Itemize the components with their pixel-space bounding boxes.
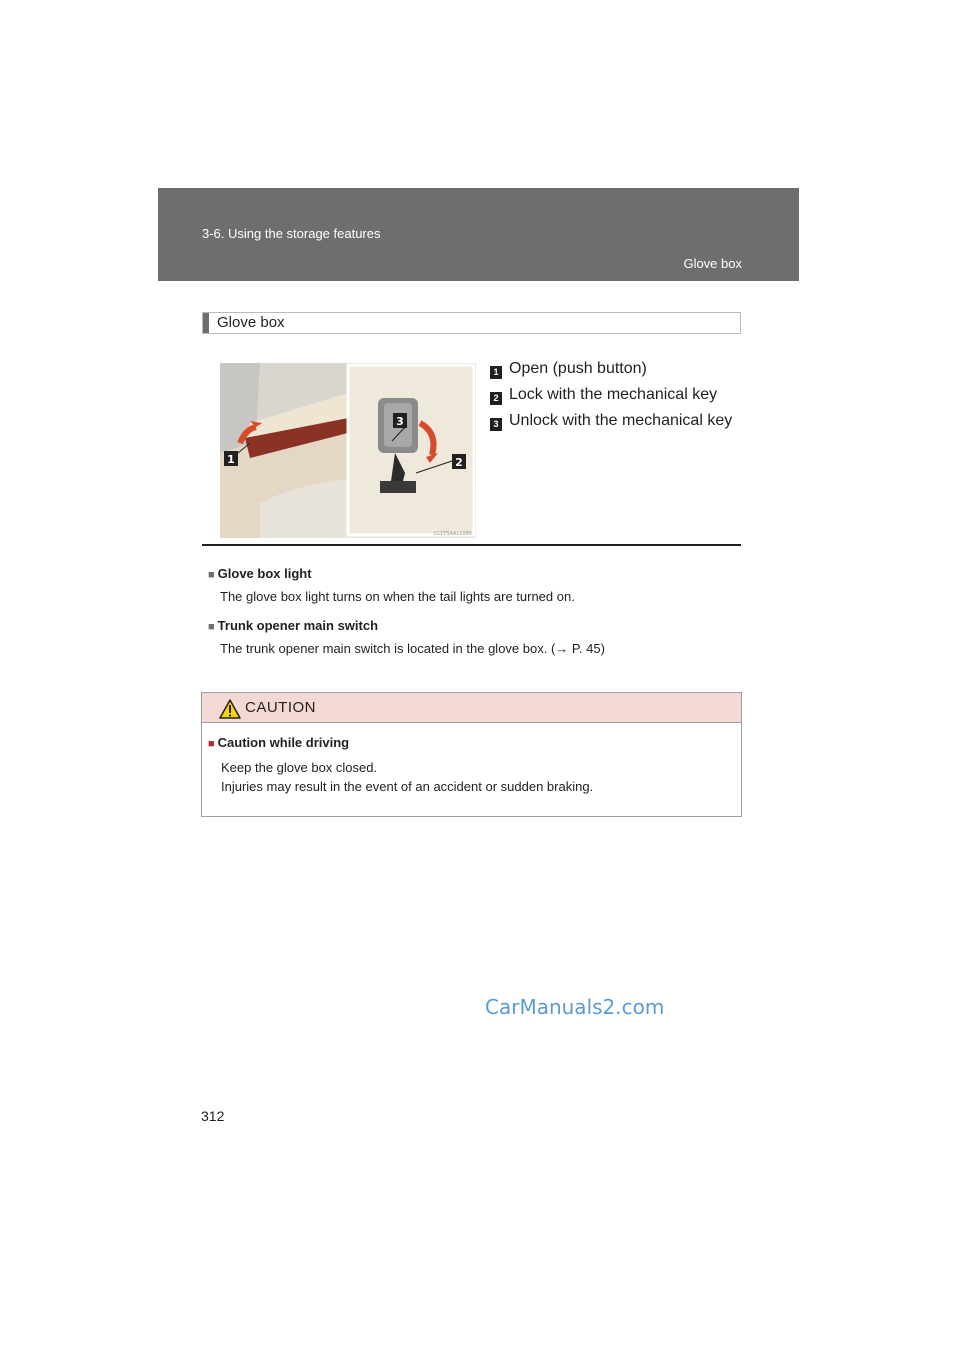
section-title: Glove box	[217, 314, 285, 331]
note-heading	[208, 618, 605, 633]
glove-box-illustration	[220, 363, 476, 538]
note-glove-box-light	[208, 566, 575, 604]
caution-heading-text: Caution while driving	[217, 735, 350, 750]
note-body: The glove box light turns on when the tail lights are turned on.	[220, 589, 575, 604]
warning-triangle-icon	[219, 699, 241, 719]
caution-line: Keep the glove box closed.	[221, 760, 378, 775]
glove-box-illustration-svg	[220, 363, 476, 538]
caution-heading	[208, 735, 593, 750]
chapter-title: 3-6. Using the storage features	[202, 226, 381, 241]
callout-2-label: 2	[455, 456, 463, 469]
figure-code: CL1TSAAL1085	[433, 531, 472, 537]
watermark-link[interactable]: CarManuals2.com	[485, 995, 665, 1019]
legend-number-3: 3	[490, 418, 502, 431]
page-number: 312	[201, 1108, 225, 1124]
section-title-accent	[203, 313, 209, 333]
caution-content	[208, 735, 593, 796]
section-name: Glove box	[683, 256, 742, 271]
caution-box	[201, 692, 742, 817]
note-heading-text: Trunk opener main switch	[217, 618, 379, 633]
note-trunk-opener-switch	[208, 618, 605, 656]
section-title-bar	[202, 312, 741, 334]
square-bullet-icon: ■	[208, 569, 215, 581]
caution-label: CAUTION	[245, 699, 316, 716]
legend-text-unlock: Unlock with the mechanical key	[509, 412, 733, 429]
callout-1-label: 1	[227, 453, 235, 466]
callout-3-label: 3	[396, 415, 404, 428]
caution-header	[202, 693, 741, 723]
legend-text-open: Open (push button)	[509, 360, 647, 377]
section-divider	[202, 544, 741, 546]
legend-text-lock: Lock with the mechanical key	[509, 386, 718, 403]
legend-number-1: 1	[490, 366, 502, 379]
legend-number-2: 2	[490, 392, 502, 405]
note-heading-text: Glove box light	[217, 566, 312, 581]
note-body: The trunk opener main switch is located in the glove box. (→ P. 45)	[220, 641, 605, 656]
note-heading	[208, 566, 575, 581]
caution-line: Injuries may result in the event of an accident or sudden braking.	[221, 779, 594, 794]
square-bullet-icon: ■	[208, 738, 215, 750]
page-header-band	[158, 188, 799, 281]
square-bullet-icon: ■	[208, 621, 215, 633]
